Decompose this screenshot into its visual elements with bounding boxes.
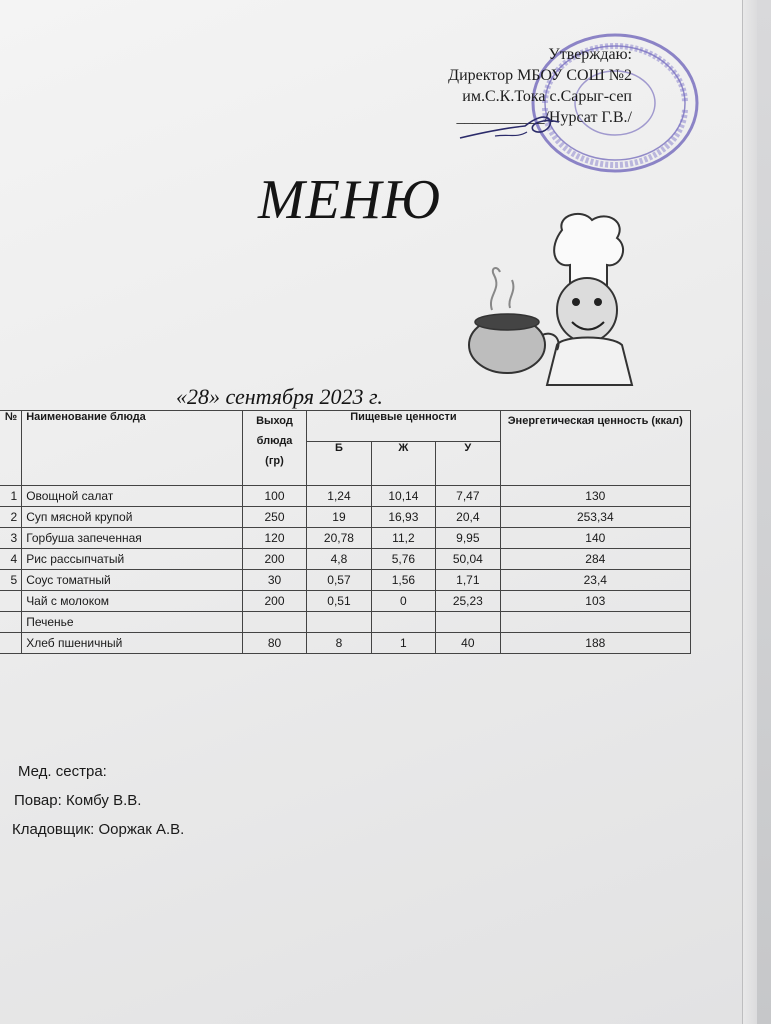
row-carbs: 40 <box>436 633 500 654</box>
row-fat: 11,2 <box>371 528 435 549</box>
row-fat: 0 <box>371 591 435 612</box>
header-weight: Выход блюда (гр) <box>242 411 306 486</box>
row-weight: 80 <box>242 633 306 654</box>
row-protein: 19 <box>307 507 371 528</box>
row-protein: 4,8 <box>307 549 371 570</box>
chef-illustration <box>462 210 662 400</box>
table-row <box>0 612 691 633</box>
row-num <box>0 612 22 633</box>
menu-table <box>0 410 691 654</box>
row-energy: 130 <box>500 486 690 507</box>
row-weight: 200 <box>242 591 306 612</box>
row-name: Печенье <box>22 612 243 633</box>
approval-line-2: Директор МБОУ СОШ №2 <box>448 67 632 84</box>
row-energy: 103 <box>500 591 690 612</box>
row-num: 1 <box>0 486 22 507</box>
row-fat: 1 <box>371 633 435 654</box>
row-fat: 1,56 <box>371 570 435 591</box>
staff-storekeeper: Кладовщик: Ооржак А.В. <box>12 821 185 838</box>
table-row <box>0 633 691 654</box>
row-num: 4 <box>0 549 22 570</box>
row-name: Овощной салат <box>22 486 243 507</box>
director-signature <box>455 108 565 148</box>
staff-signatures <box>12 757 184 844</box>
row-name: Суп мясной крупой <box>22 507 243 528</box>
row-protein: 8 <box>307 633 371 654</box>
header-carbs: У <box>436 442 500 486</box>
row-energy: 253,34 <box>500 507 690 528</box>
row-energy: 188 <box>500 633 690 654</box>
row-name: Горбуша запеченная <box>22 528 243 549</box>
row-protein: 0,51 <box>307 591 371 612</box>
approval-line-1: Утверждаю: <box>548 46 632 63</box>
row-carbs: 25,23 <box>436 591 500 612</box>
row-carbs <box>436 612 500 633</box>
approval-line-4: ___________/Нурсат Г.В./ <box>456 109 632 126</box>
table-row <box>0 570 691 591</box>
menu-date: «28» сентября 2023 г. <box>176 384 383 409</box>
row-energy <box>500 612 690 633</box>
table-row <box>0 507 691 528</box>
page-title: МЕНЮ <box>258 169 442 231</box>
row-name: Хлеб пшеничный <box>22 633 243 654</box>
row-energy: 140 <box>500 528 690 549</box>
table-row <box>0 591 691 612</box>
staff-cook: Повар: Комбу В.В. <box>14 792 142 809</box>
paper-stack-edge <box>742 0 757 1024</box>
row-fat: 10,14 <box>371 486 435 507</box>
row-fat: 16,93 <box>371 507 435 528</box>
row-carbs: 7,47 <box>436 486 500 507</box>
row-carbs: 20,4 <box>436 507 500 528</box>
row-num: 3 <box>0 528 22 549</box>
approval-line-3: им.С.К.Тока с.Сарыг-сеп <box>462 88 632 105</box>
row-energy: 284 <box>500 549 690 570</box>
header-fat: Ж <box>371 442 435 486</box>
row-energy: 23,4 <box>500 570 690 591</box>
row-carbs: 50,04 <box>436 549 500 570</box>
row-weight: 120 <box>242 528 306 549</box>
row-name: Чай с молоком <box>22 591 243 612</box>
row-fat <box>371 612 435 633</box>
row-weight: 200 <box>242 549 306 570</box>
row-protein: 20,78 <box>307 528 371 549</box>
header-name: Наименование блюда <box>22 411 243 486</box>
header-nutrients: Пищевые ценности <box>307 411 500 442</box>
row-num <box>0 591 22 612</box>
staff-nurse: Мед. сестра: <box>18 763 107 780</box>
row-protein <box>307 612 371 633</box>
row-protein: 0,57 <box>307 570 371 591</box>
row-num <box>0 633 22 654</box>
row-num: 5 <box>0 570 22 591</box>
row-protein: 1,24 <box>307 486 371 507</box>
row-name: Рис рассыпчатый <box>22 549 243 570</box>
row-num: 2 <box>0 507 22 528</box>
table-row <box>0 528 691 549</box>
table-row <box>0 549 691 570</box>
header-energy: Энергетическая ценность (ккал) <box>500 411 690 486</box>
row-weight <box>242 612 306 633</box>
table-row <box>0 486 691 507</box>
row-carbs: 1,71 <box>436 570 500 591</box>
header-protein: Б <box>307 442 371 486</box>
row-weight: 30 <box>242 570 306 591</box>
row-name: Соус томатный <box>22 570 243 591</box>
row-fat: 5,76 <box>371 549 435 570</box>
row-weight: 250 <box>242 507 306 528</box>
header-num: № <box>0 411 22 486</box>
row-carbs: 9,95 <box>436 528 500 549</box>
row-weight: 100 <box>242 486 306 507</box>
